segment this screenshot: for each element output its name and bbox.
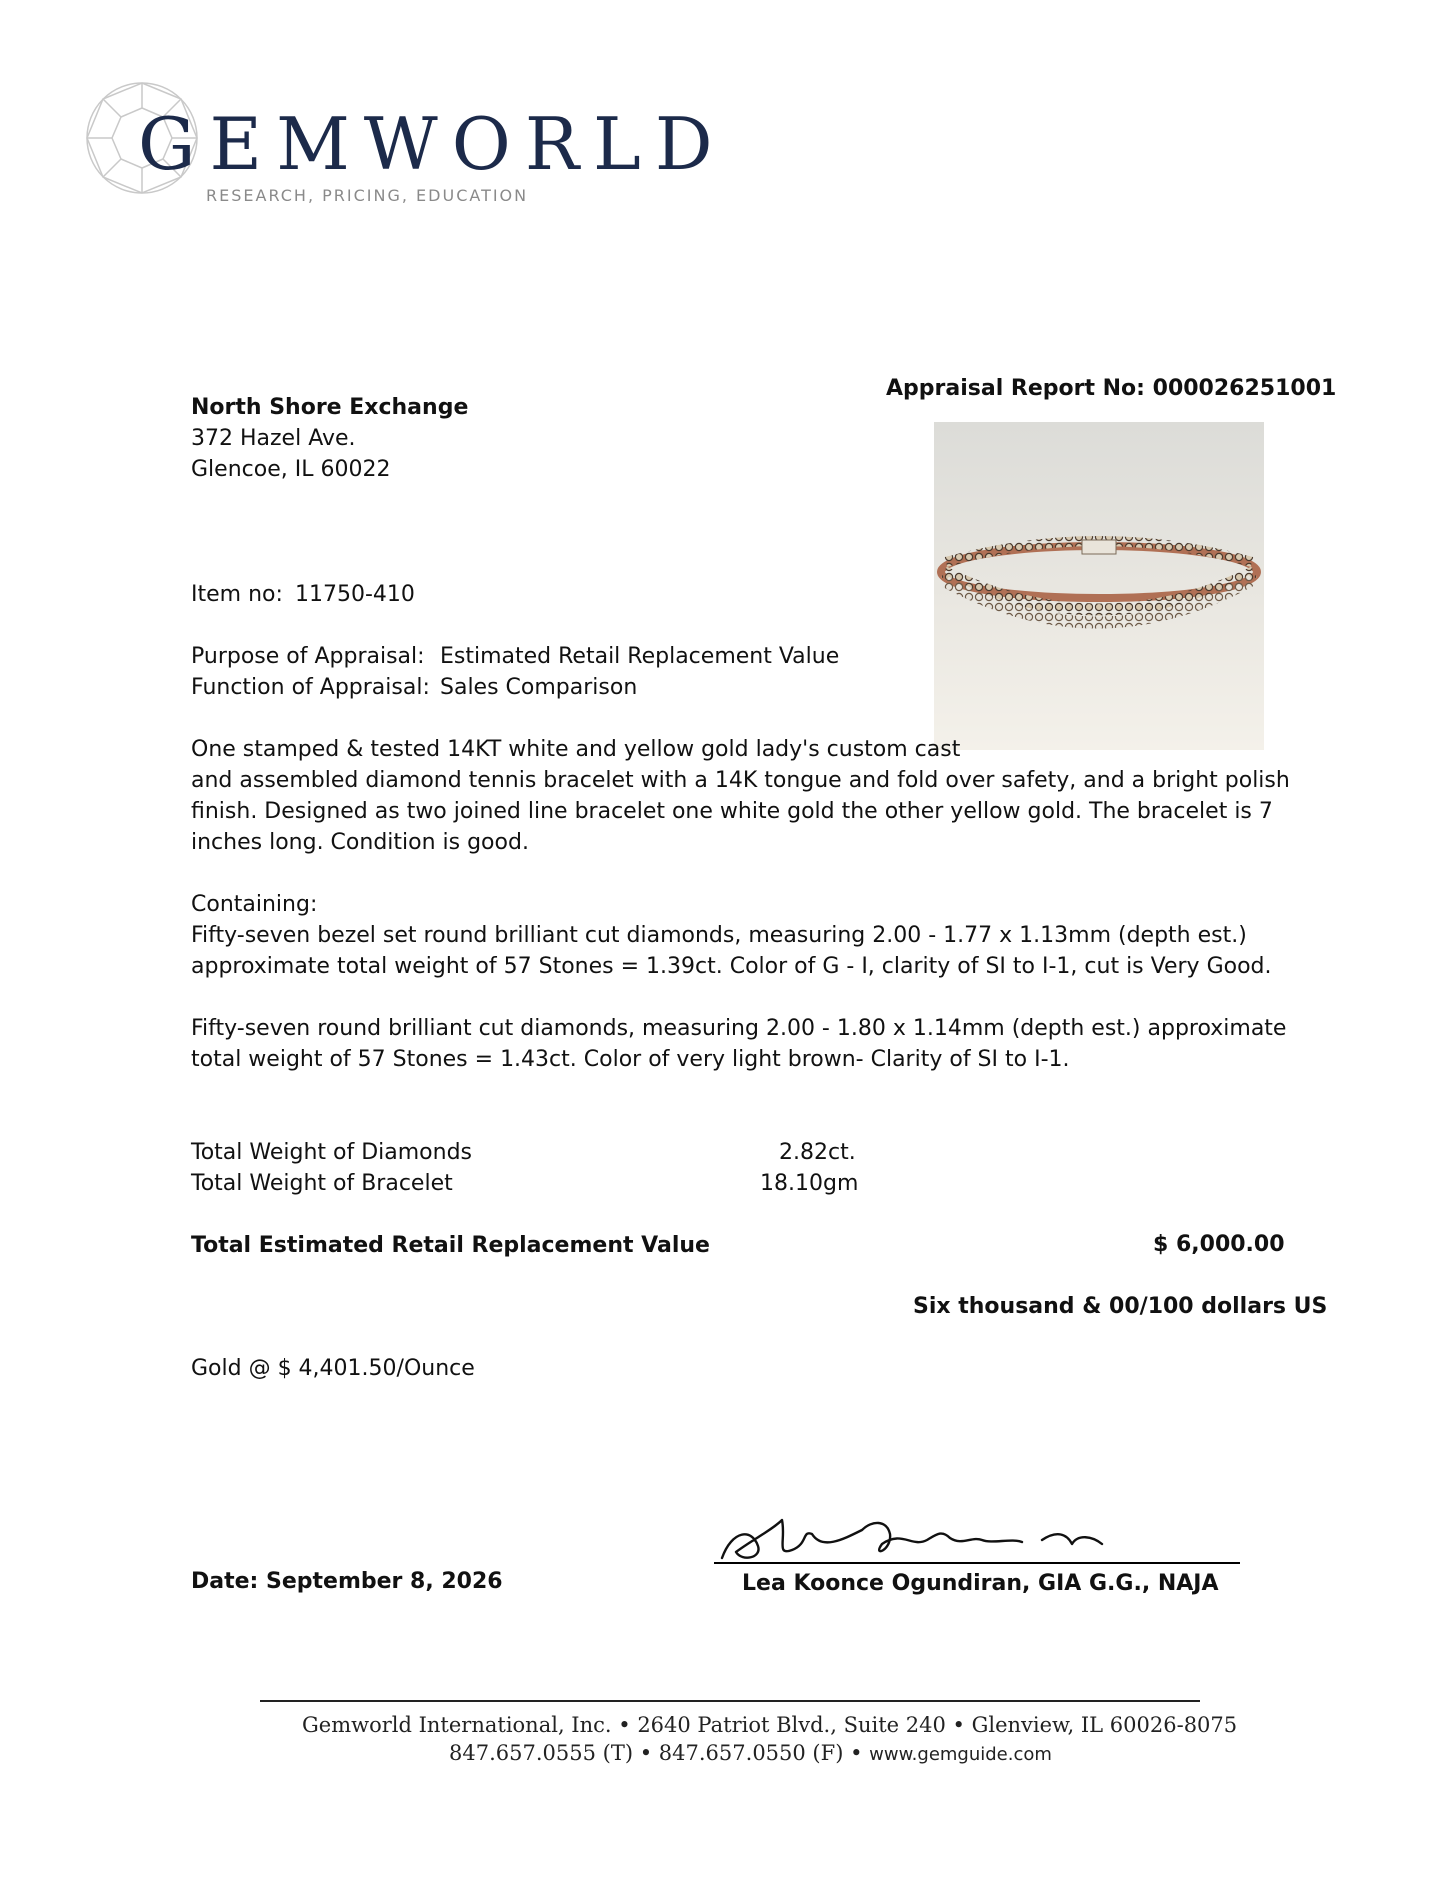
footer-address: 2640 Patriot Blvd., Suite 240	[637, 1713, 946, 1737]
diamond-weight-value: 2.82ct.	[779, 1140, 856, 1165]
total-value-words: Six thousand & 00/100 dollars US	[913, 1294, 1328, 1319]
purpose-value: Estimated Retail Replacement Value	[440, 644, 840, 669]
footer-website: www.gemguide.com	[869, 1744, 1052, 1765]
stones-group1-line: approximate total weight of 57 Stones = 1.39ct. Color of G - I, clarity of SI to I-1, cut is Very Good.	[191, 954, 1272, 979]
footer-line2	[449, 1741, 1052, 1765]
client-address-line1: 372 Hazel Ave.	[191, 426, 356, 451]
bracelet-weight-label: Total Weight of Bracelet	[191, 1171, 453, 1196]
item-number-value: 11750-410	[295, 582, 415, 607]
client-address-line2: Glencoe, IL 60022	[191, 457, 391, 482]
containing-label: Containing:	[191, 892, 318, 917]
function-value: Sales Comparison	[440, 675, 638, 700]
stones-group2-line: total weight of 57 Stones = 1.43ct. Color of very light brown- Clarity of SI to I-1.	[191, 1047, 1070, 1072]
total-value-label: Total Estimated Retail Replacement Value	[191, 1233, 710, 1258]
appraiser-name: Lea Koonce Ogundiran, GIA G.G., NAJA	[742, 1571, 1219, 1596]
bracelet-photo	[934, 422, 1264, 750]
footer-phone: 847.657.0555 (T)	[449, 1741, 634, 1765]
footer-bullet: •	[850, 1741, 863, 1765]
footer-fax: 847.657.0550 (F)	[658, 1741, 844, 1765]
bracelet-weight-value: 18.10gm	[760, 1171, 859, 1196]
footer-bullet: •	[618, 1713, 631, 1737]
brand-logo-text: GEMWORLD	[138, 102, 727, 186]
report-number: Appraisal Report No: 000026251001	[886, 376, 1337, 401]
description-line: and assembled diamond tennis bracelet with a 14K tongue and fold over safety, and a bright polish	[191, 768, 1290, 793]
footer-divider	[260, 1700, 1200, 1702]
diamond-weight-label: Total Weight of Diamonds	[191, 1140, 473, 1165]
client-name: North Shore Exchange	[191, 395, 469, 420]
stones-group1-line: Fifty-seven bezel set round brilliant cut diamonds, measuring 2.00 - 1.77 x 1.13mm (depth est.)	[191, 923, 1247, 948]
stones-group2-line: Fifty-seven round brilliant cut diamonds, measuring 2.00 - 1.80 x 1.14mm (depth est.) approximate	[191, 1016, 1287, 1041]
function-label: Function of Appraisal:	[191, 675, 430, 700]
footer-line1	[302, 1713, 1237, 1737]
report-date: Date: September 8, 2026	[191, 1569, 503, 1594]
brand-tagline: RESEARCH, PRICING, EDUCATION	[206, 186, 529, 205]
description-line: finish. Designed as two joined line bracelet one white gold the other yellow gold. The bracelet is 7	[191, 799, 1273, 824]
gold-price: Gold @ $ 4,401.50/Ounce	[191, 1356, 475, 1381]
description-line: inches long. Condition is good.	[191, 830, 529, 855]
footer-bullet: •	[639, 1741, 653, 1765]
footer-bullet: •	[952, 1713, 965, 1737]
footer-company: Gemworld International, Inc.	[302, 1713, 612, 1737]
item-number-label: Item no:	[191, 582, 283, 607]
signature-line	[714, 1562, 1240, 1564]
description-line: One stamped & tested 14KT white and yellow gold lady's custom cast	[191, 737, 961, 762]
signature	[712, 1500, 1132, 1570]
total-value-amount: $ 6,000.00	[1153, 1232, 1285, 1257]
footer-city: Glenview, IL 60026-8075	[971, 1713, 1238, 1737]
purpose-label: Purpose of Appraisal:	[191, 644, 425, 669]
